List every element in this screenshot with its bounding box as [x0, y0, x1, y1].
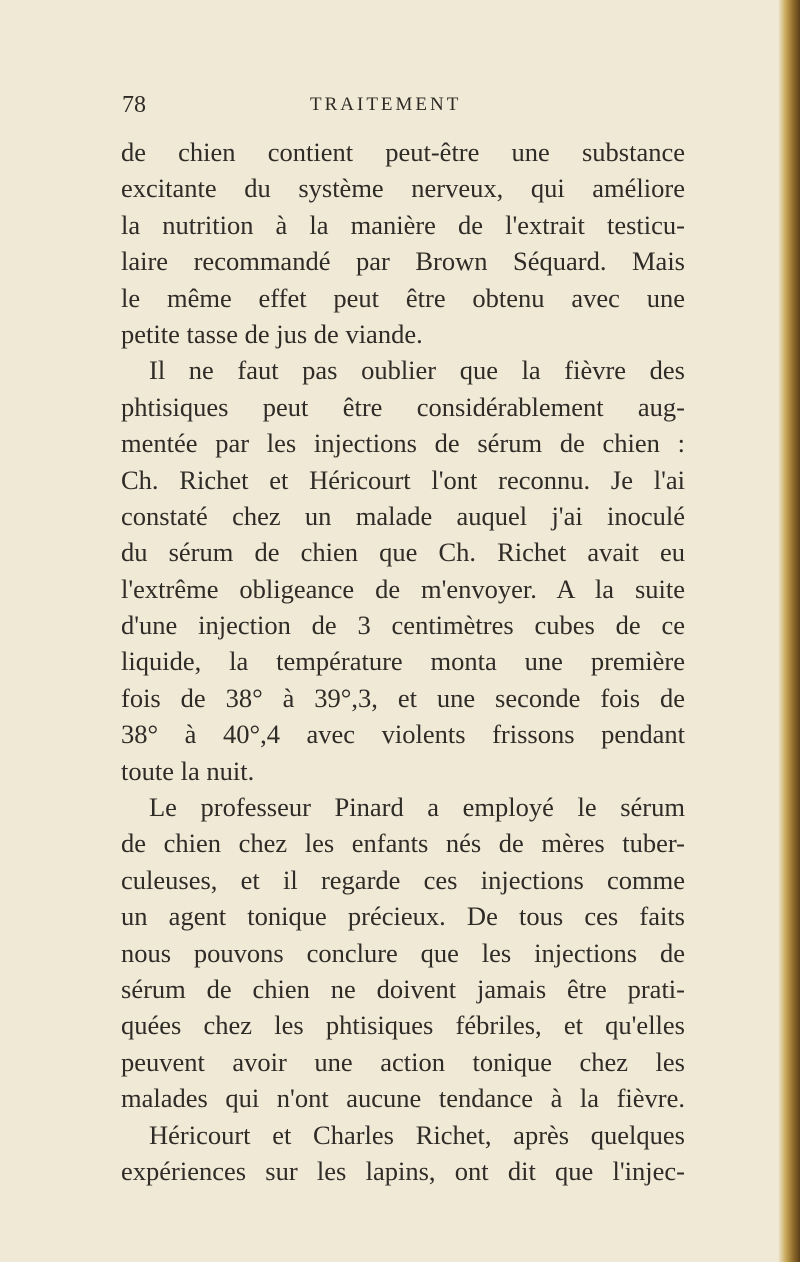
text-line: petite tasse de jus de viande.: [121, 318, 423, 349]
text-line: Il ne faut pas oublier que la fièvre des: [149, 355, 685, 386]
text-line: un agent tonique précieux. De tous ces faits: [121, 901, 685, 932]
text-line: excitante du système nerveux, qui améliore: [121, 173, 685, 204]
body-text: [121, 134, 685, 1189]
text-line: Le professeur Pinard a employé le sérum: [149, 792, 685, 823]
text-line: malades qui n'ont aucune tendance à la fièvre.: [121, 1083, 685, 1114]
text-line: 38° à 40°,4 avec violents frissons pendant: [121, 719, 685, 750]
text-line: du sérum de chien que Ch. Richet avait eu: [121, 537, 685, 568]
text-line: fois de 38° à 39°,3, et une seconde fois de: [121, 682, 685, 713]
text-line: nous pouvons conclure que les injections de: [121, 937, 685, 968]
text-line: peuvent avoir une action tonique chez les: [121, 1046, 685, 1077]
text-line: phtisiques peut être considérablement aug-: [121, 391, 685, 422]
text-line: le même effet peut être obtenu avec une: [121, 282, 685, 313]
text-line: mentée par les injections de sérum de chien :: [121, 428, 685, 459]
text-line: quées chez les phtisiques fébriles, et qu'elles: [121, 1010, 685, 1041]
text-line: Héricourt et Charles Richet, après quelques: [149, 1119, 685, 1150]
text-line: d'une injection de 3 centimètres cubes de ce: [121, 610, 685, 641]
text-line: l'extrême obligeance de m'envoyer. A la suite: [121, 573, 685, 604]
text-line: de chien contient peut-être une substance: [121, 137, 685, 167]
text-line: laire recommandé par Brown Séquard. Mais: [121, 246, 685, 277]
page-edge-shadow: [778, 0, 800, 1262]
running-title: TRAITEMENT: [310, 94, 462, 115]
text-line: expériences sur les lapins, ont dit que l'injec-: [121, 1155, 685, 1186]
page-number: 78: [122, 92, 146, 118]
text-line: la nutrition à la manière de l'extrait testicu-: [121, 209, 685, 240]
text-line: sérum de chien ne doivent jamais être prati-: [121, 973, 685, 1004]
text-line: liquide, la température monta une première: [121, 646, 685, 677]
text-line: constaté chez un malade auquel j'ai inoculé: [121, 500, 685, 531]
text-line: Ch. Richet et Héricourt l'ont reconnu. Je l'ai: [121, 464, 685, 495]
text-line: de chien chez les enfants nés de mères tuber-: [121, 828, 685, 859]
text-line: culeuses, et il regarde ces injections comme: [121, 864, 685, 895]
text-line: toute la nuit.: [121, 755, 255, 786]
running-head: [122, 92, 682, 122]
